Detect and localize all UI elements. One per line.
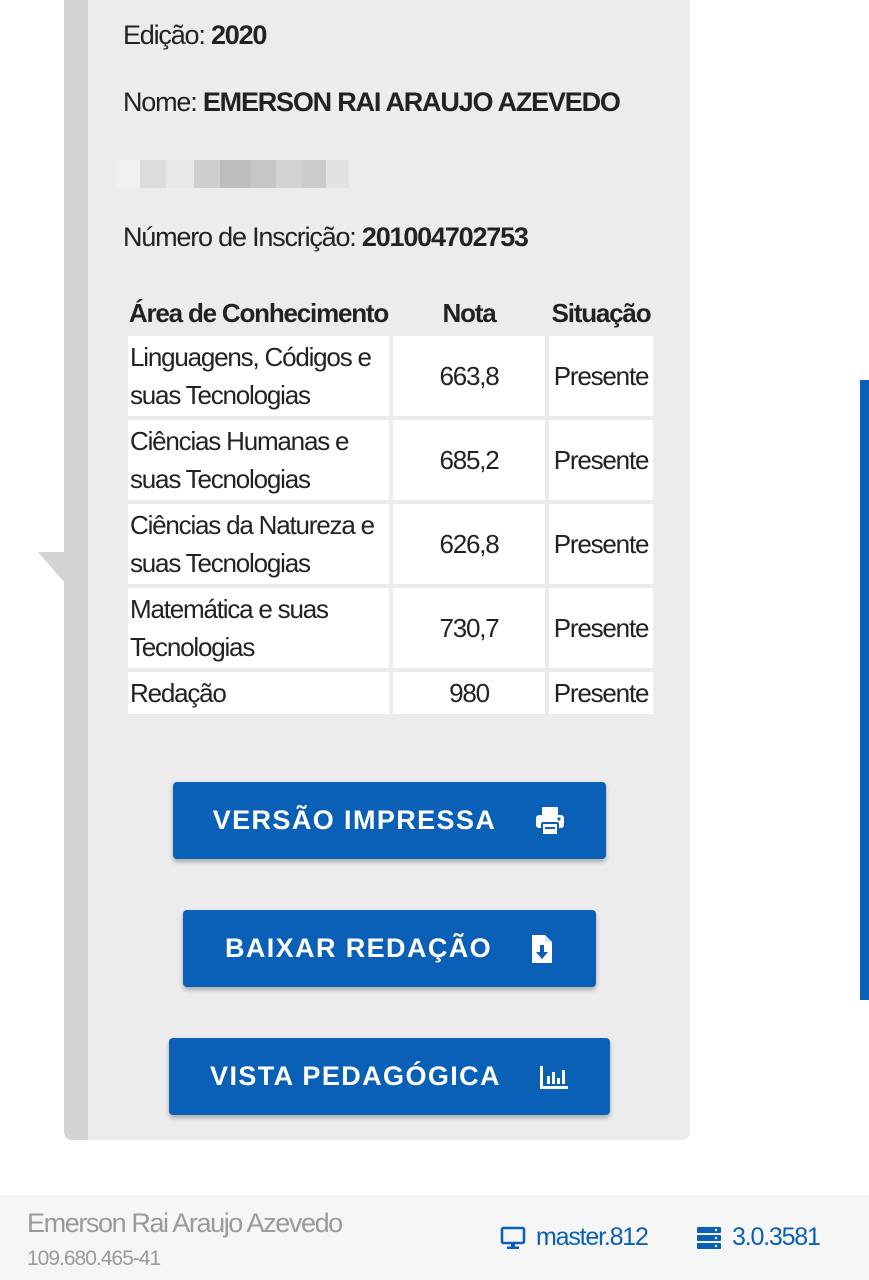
footer-version-label: 3.0.3581 [732,1223,820,1251]
inscricao-value: 201004702753 [361,222,528,252]
nota-cell: 730,7 [393,588,545,668]
nota-cell: 685,2 [393,420,545,500]
edicao-line [123,20,266,51]
situacao-cell: Presente [549,588,653,668]
table-row [128,504,653,584]
situacao-cell: Presente [549,672,653,714]
situacao-cell: Presente [549,504,653,584]
nome-line [123,87,620,118]
area-cell: Ciências da Natureza e suas Tecnologias [128,504,389,584]
redacted-cpf-line [116,160,349,188]
card-accent-notch [38,552,64,582]
nome-value: EMERSON RAI ARAUJO AZEVEDO [202,87,620,117]
baixar-redacao-label: BAIXAR REDAÇÃO [224,933,493,963]
printer-icon [534,806,566,836]
inscricao-label: Número de Inscrição: [123,222,356,252]
footer-user-name: Emerson Rai Araujo Azevedo [27,1208,342,1238]
table-header-row [128,294,653,332]
file-download-icon [530,934,554,964]
header-situacao: Situação [551,298,651,328]
situacao-cell: Presente [549,336,653,416]
vista-pedagogica-label: VISTA PEDAGÓGICA [210,1061,501,1091]
baixar-redacao-button[interactable] [183,910,596,987]
server-icon [696,1226,732,1250]
bar-chart-icon [539,1064,569,1090]
footer-user-cpf: 109.680.465-41 [27,1247,161,1270]
footer-bar [0,1195,869,1280]
situacao-cell: Presente [549,420,653,500]
footer-branch [500,1223,648,1252]
side-scroll-indicator [860,380,869,1000]
area-cell: Linguagens, Códigos e suas Tecnologias [128,336,389,416]
footer-branch-label: master.812 [536,1223,648,1251]
area-cell: Ciências Humanas e suas Tecnologias [128,420,389,500]
table-row [128,588,653,668]
edicao-label: Edição: [123,20,205,50]
inscricao-line [123,222,528,253]
nota-cell: 626,8 [393,504,545,584]
table-row [128,672,653,714]
edicao-value: 2020 [210,20,267,50]
footer-version [696,1223,820,1252]
header-nota: Nota [442,298,496,328]
table-row [128,420,653,500]
nome-label: Nome: [123,87,197,117]
monitor-icon [500,1226,536,1250]
versao-impressa-label: VERSÃO IMPRESSA [212,805,497,835]
header-area: Área de Conhecimento [128,298,389,328]
scores-table [124,290,657,718]
area-cell: Matemática e suas Tecnologias [128,588,389,668]
card-accent-strip [64,0,90,1140]
area-cell: Redação [128,672,389,714]
nota-cell: 980 [393,672,545,714]
table-row [128,336,653,416]
vista-pedagogica-button[interactable] [169,1038,610,1115]
versao-impressa-button[interactable] [173,782,606,859]
nota-cell: 663,8 [393,336,545,416]
